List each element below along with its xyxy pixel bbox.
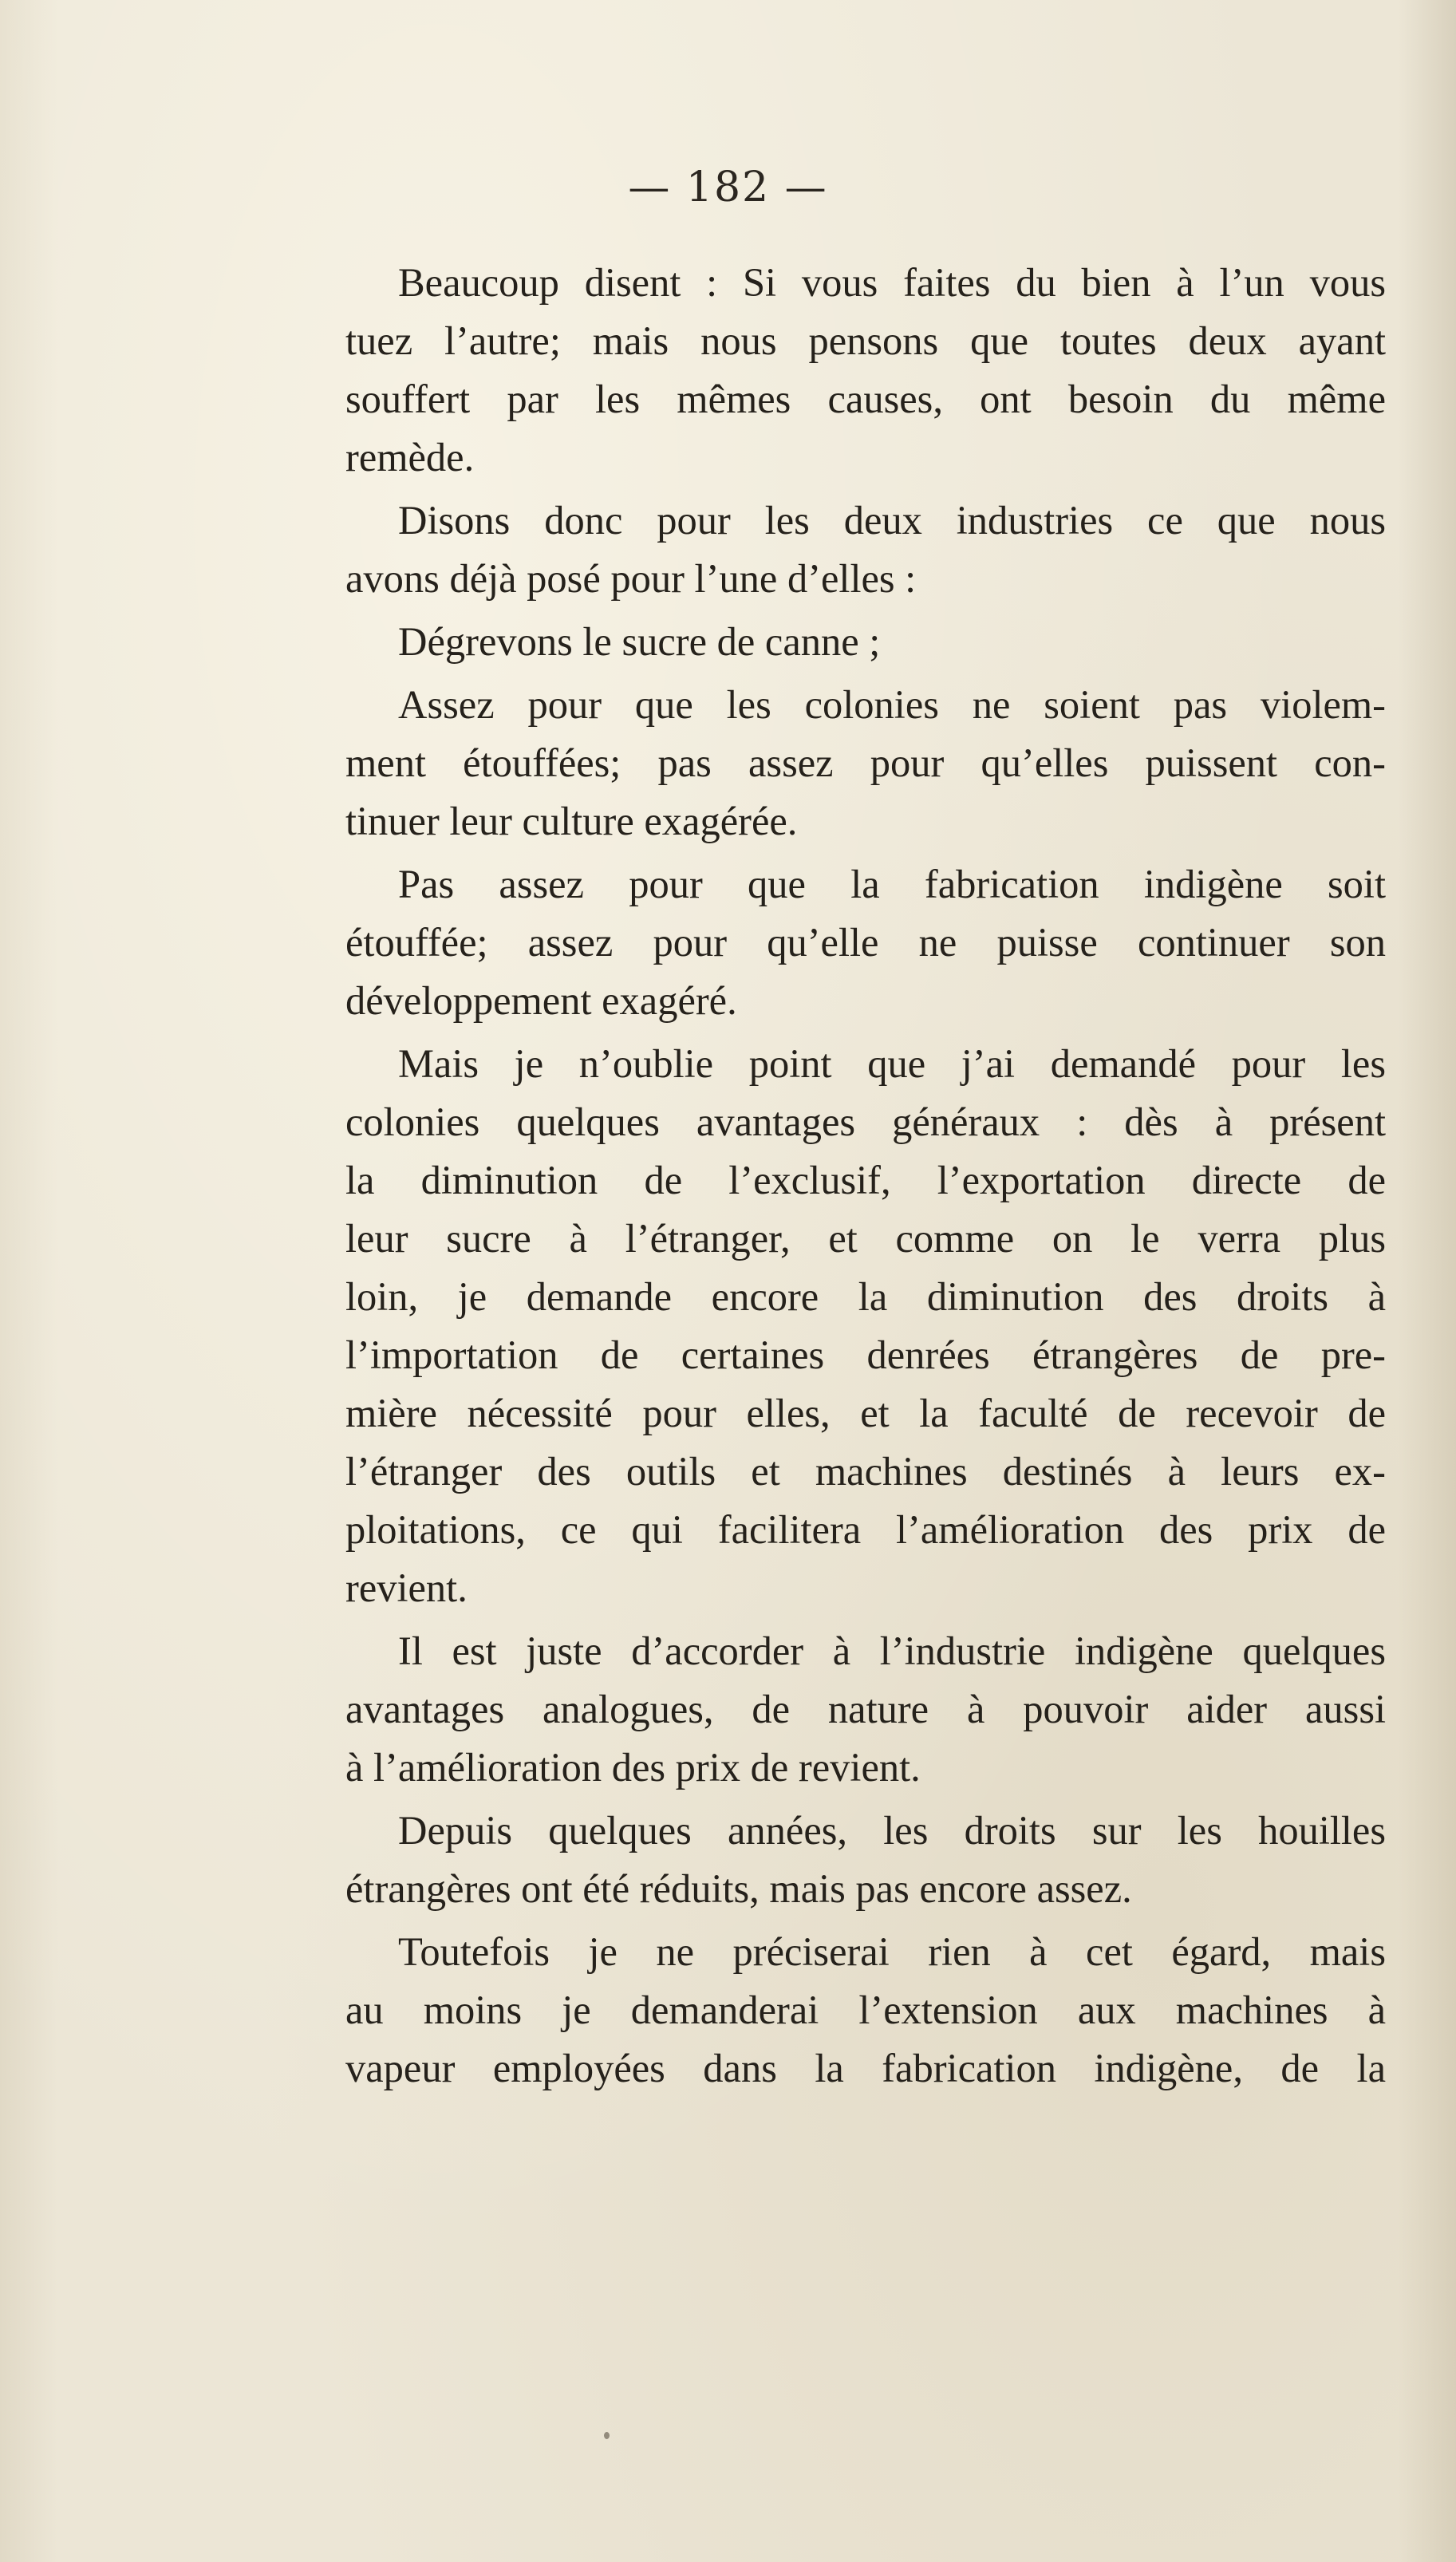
text-line: Disons donc pour les deux industries ce que nous bbox=[398, 498, 1386, 543]
text-line: tinuer leur culture exagérée. bbox=[345, 799, 798, 843]
paper-speck bbox=[604, 2432, 610, 2439]
text-line: avons déjà posé pour l’une d’elles : bbox=[345, 556, 917, 601]
text-line: Pas assez pour que la fabrication indigène soit bbox=[398, 862, 1386, 906]
text-line: vapeur employées dans la fabrication indigène, de la bbox=[345, 2046, 1386, 2090]
text-line: développement exagéré. bbox=[345, 978, 737, 1023]
page-number: — 182 — bbox=[628, 164, 828, 211]
text-line: leur sucre à l’étranger, et comme on le verra plus bbox=[345, 1216, 1386, 1261]
text-line: Toutefois je ne préciserai rien à cet égard, mais bbox=[398, 1929, 1386, 1974]
text-line: Beaucoup disent : Si vous faites du bien à l’un vous bbox=[398, 260, 1386, 305]
paragraph bbox=[293, 491, 1386, 608]
text-line: étrangères ont été réduits, mais pas encore assez. bbox=[345, 1866, 1132, 1911]
text-line: loin, je demande encore la diminution des droits à bbox=[345, 1274, 1386, 1319]
paragraph bbox=[293, 676, 1386, 851]
paragraph bbox=[293, 855, 1386, 1030]
text-line: la diminution de l’exclusif, l’exportation directe de bbox=[345, 1158, 1386, 1202]
paragraph bbox=[293, 1923, 1386, 2098]
text-line: Mais je n’oublie point que j’ai demandé pour les bbox=[398, 1041, 1386, 1086]
paragraph bbox=[293, 613, 1386, 671]
text-line: avantages analogues, de nature à pouvoir aider aussi bbox=[345, 1687, 1386, 1731]
text-line: remède. bbox=[345, 435, 475, 480]
paragraph bbox=[293, 254, 1386, 487]
text-line: colonies quelques avantages généraux : dès à présent bbox=[345, 1099, 1386, 1144]
paragraph bbox=[293, 1802, 1386, 1918]
text-line: revient. bbox=[345, 1565, 468, 1610]
text-line: à l’amélioration des prix de revient. bbox=[345, 1745, 921, 1790]
paragraph bbox=[293, 1035, 1386, 1617]
text-line: étouffée; assez pour qu’elle ne puisse continuer son bbox=[345, 920, 1386, 965]
body-text bbox=[293, 254, 1386, 2102]
text-line: Dégrevons le sucre de canne ; bbox=[398, 619, 881, 664]
text-line: tuez l’autre; mais nous pensons que toutes deux ayant bbox=[345, 318, 1386, 363]
text-line: Assez pour que les colonies ne soient pas violem- bbox=[398, 682, 1386, 727]
text-line: ment étouffées; pas assez pour qu’elles puissent con- bbox=[345, 740, 1386, 785]
text-line: Depuis quelques années, les droits sur les houilles bbox=[398, 1808, 1386, 1853]
paragraph bbox=[293, 1622, 1386, 1797]
text-line: ploitations, ce qui facilitera l’amélioration des prix de bbox=[345, 1507, 1386, 1552]
text-line: souffert par les mêmes causes, ont besoin du même bbox=[345, 377, 1386, 421]
text-line: mière nécessité pour elles, et la faculté de recevoir de bbox=[345, 1391, 1386, 1435]
text-line: l’importation de certaines denrées étrangères de pre- bbox=[345, 1332, 1386, 1377]
text-line: Il est juste d’accorder à l’industrie indigène quelques bbox=[398, 1628, 1386, 1673]
text-line: l’étranger des outils et machines destinés à leurs ex- bbox=[345, 1449, 1386, 1494]
text-line: au moins je demanderai l’extension aux machines à bbox=[345, 1988, 1386, 2032]
